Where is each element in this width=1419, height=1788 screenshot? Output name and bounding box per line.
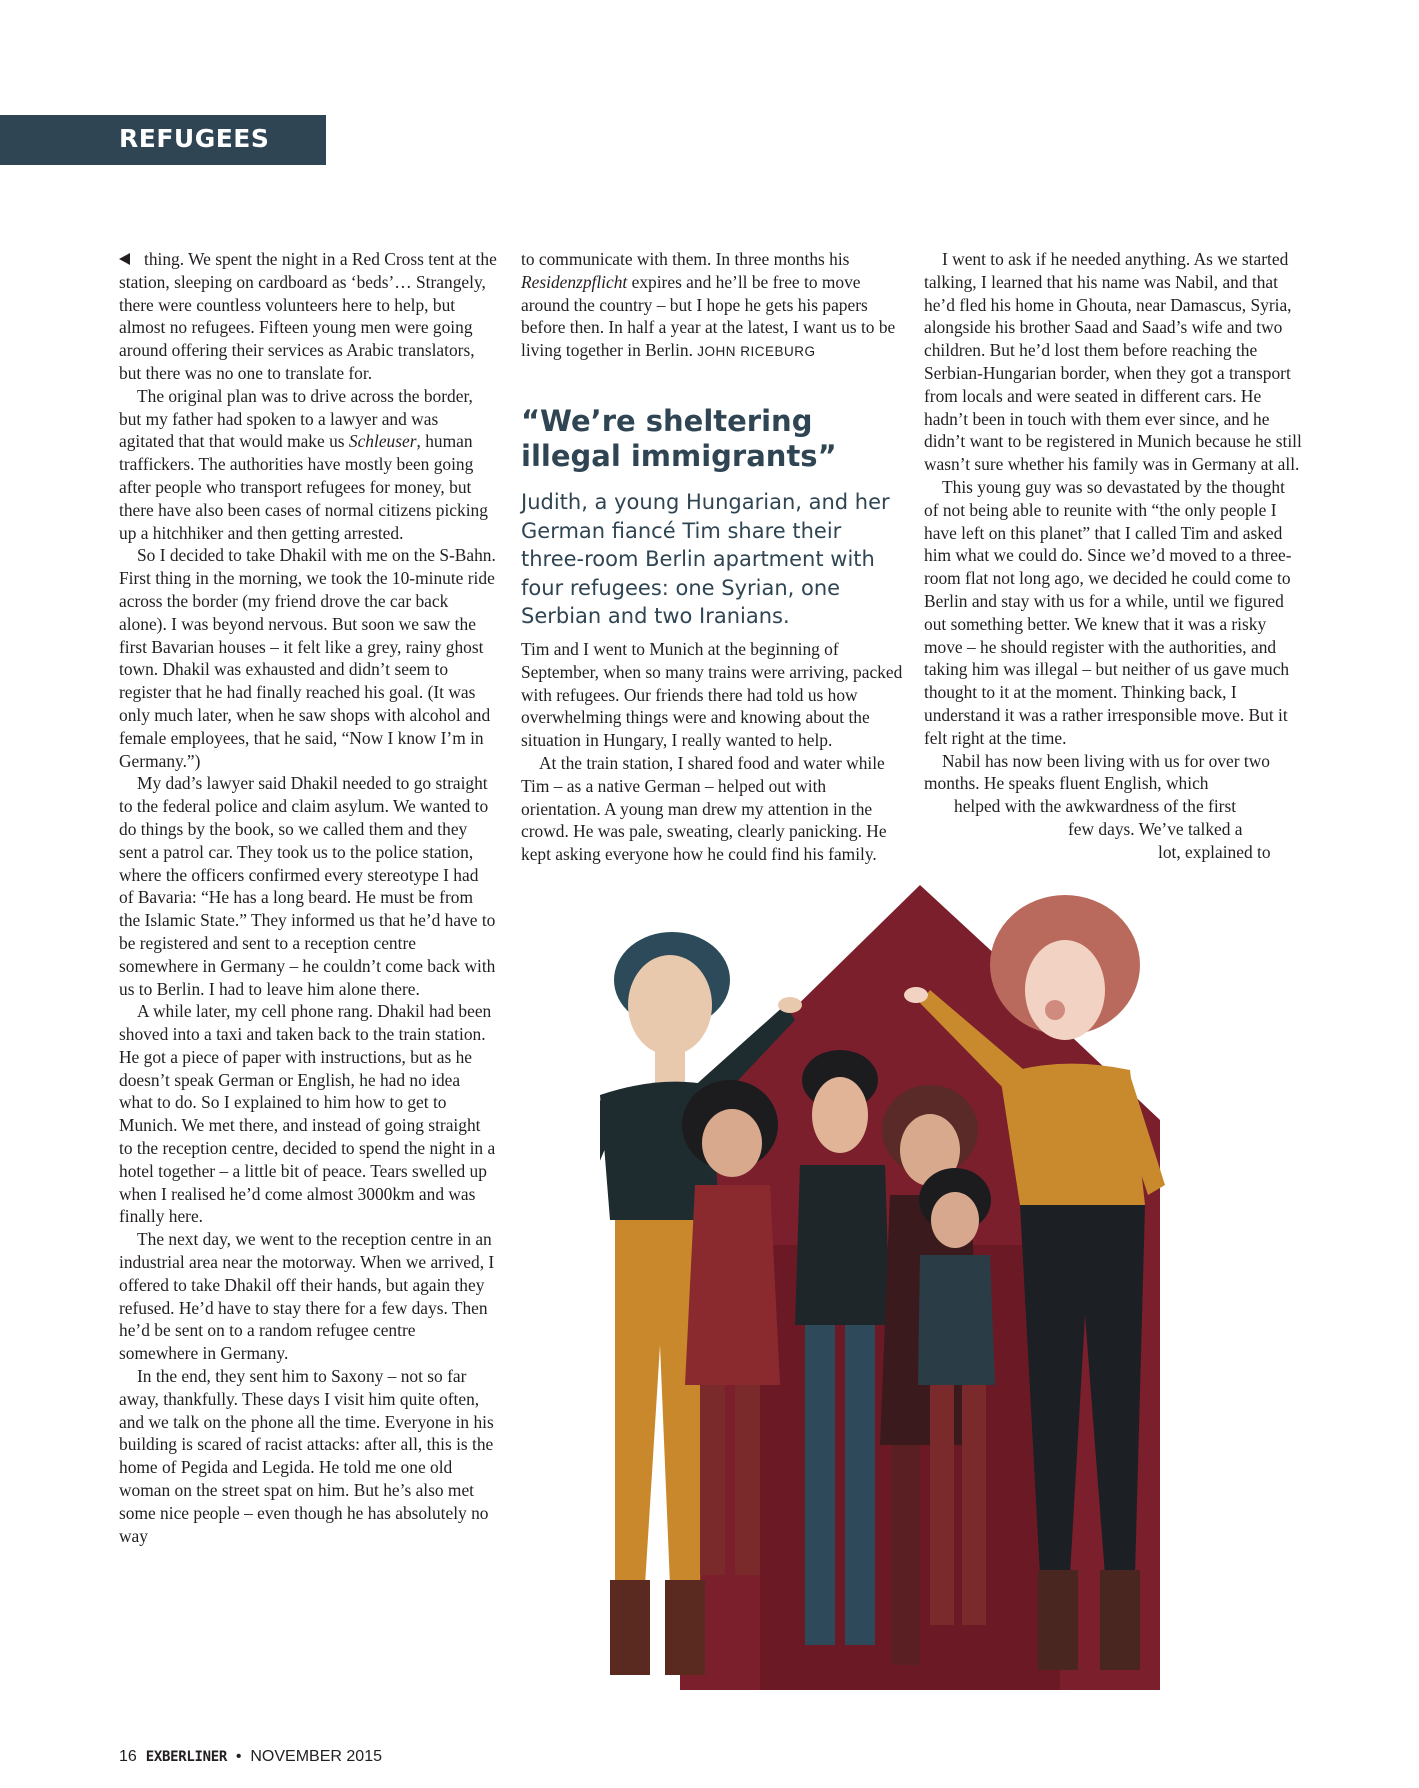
family-house-illustration [600,885,1240,1725]
page-number: 16 [119,1748,137,1765]
paragraph: The next day, we went to the reception centre in an industrial area near the motorway. When we arrived, I offered to take Dhakil off their hands, but again they refused. He’d have to stay there for a few days. Then he’d be sent on to a random refugee centre somewhere in Germany. [119,1229,495,1364]
footer-separator: • [235,1748,242,1765]
paragraph: Nabil has now been living with us for over two months. He speaks fluent English, which [924,750,1270,794]
standfirst: Judith, a young Hungarian, and her German fiancé Tim share their three-room Berlin apartment with four refugees: one Syrian, one Serbian and two Iranians. [521,490,890,628]
byline: JOHN RICEBURG [697,344,816,360]
issue-date: NOVEMBER 2015 [250,1748,382,1765]
paragraph: So I decided to take Dhakil with me on the S-Bahn. First thing in the morning, we took the 10-minute ride across the border (my friend drove the car back alone). I was beyond nervous. But soon we saw the first Bavarian houses – it felt like a grey, rainy ghost town. Dhakil was exhausted and didn’t seem to register that he had finally reached his goal. (It was only much later, when he saw shops with alcohol and female employees, that he said, “Now I know I’m in Germany.”) [119,545,496,771]
wrapped-line: few days. We’ve talked a [1068,818,1243,839]
section-banner [0,115,326,165]
paragraph: My dad’s lawyer said Dhakil needed to go straight to the federal police and claim asylum. We wanted to do things by the book, so we called them and they sent a patrol car. They took us to the police station, where the officers confirmed every stereotype I had of Bavaria: “He has a long beard. He must be from the Islamic State.” They informed us that he’d have to be registered and sent to a reception centre somewhere in Germany – he couldn’t come back with us to Berlin. I had to leave him alone there. [119,773,496,999]
paragraph: Tim and I went to Munich at the beginning of September, when so many trains were arriving, packed with refugees. Our friends there had told us how overwhelming things were and knowing about the situation in Hungary, I really wanted to help. [521,639,903,751]
wrapped-line: helped with the awkwardness of the first [954,796,1237,817]
page-footer [119,1748,382,1766]
continuation-arrow-icon [119,253,130,265]
column-1 [119,248,497,1547]
paragraph: to communicate with them. In three months his Residenzpflicht expires and he’ll be free to move around the country – but I hope he gets his papers before then. In half a year at the latest, I want us to be living together in Berlin. JOHN RICEBURG [521,249,896,361]
paragraph: A while later, my cell phone rang. Dhakil had been shoved into a taxi and taken back to the train station. He got a piece of paper with instructions, but as he doesn’t speak German or English, he had no idea what to do. So I explained to him how to get to Munich. We met there, and instead of going straight to the reception centre, decided to spend the night in a hotel together – a little bit of peace. Tears swelled up when I realised he’d come almost 3000km and was finally here. [119,1001,496,1227]
column-3 [924,248,1302,864]
paragraph: I went to ask if he needed anything. As we started talking, I learned that his name was Nabil, and that he’d fled his home in Ghouta, near Damascus, Syria, alongside his brother Saad and Saad’s wife and two children. But he’d lost them before reaching the Serbian-Hungarian border, when they got a transport from locals and were seated in different cars. He hadn’t been in touch with them ever since, and he didn’t want to be registered in Munich because he still wasn’t sure whether his family was in Germany at all. [924,249,1302,475]
paragraph: The original plan was to drive across the border, but my father had spoken to a lawyer and was agitated that that would make us Schleuser, human traffickers. The authorities have mostly been going after people who transport refugees for money, but there have also been cases of normal citizens picking up a hitchhiker and then getting arrested. [119,385,488,543]
paragraph: At the train station, I shared food and water while Tim – as a native German – helped out with orientation. A young man drew my attention in the crowd. He was pale, sweating, clearly panicking. He kept asking everyone how he could find his family. [521,752,887,865]
column-2 [521,248,901,364]
article-headline: “We’re sheltering illegal immigrants” [521,404,837,473]
column-2-body [521,638,906,866]
paragraph: In the end, they sent him to Saxony – not so far away, thankfully. These days I visit him quite often, and we talk on the phone all the time. Everyone in his building is scared of racist attacks: after all, this is the home of Pegida and Legida. He told me one old woman on the street spat on him. But he’s also met some nice people – even though he has absolutely no way [119,1366,494,1546]
paragraph: thing. We spent the night in a Red Cross tent at the station, sleeping on cardboard as ‘beds’… Strangely, there were countless volunteers here to help, but almost no refugees. Fifteen young men were going around offering their services as Arabic translators, but there was no one to translate for. [119,249,497,383]
magazine-brand: EXBERLINER [145,1749,227,1765]
wrapped-line: lot, explained to [1158,841,1271,862]
section-label: REFUGEES [119,124,270,153]
paragraph: This young guy was so devastated by the thought of not being able to reunite with “the only people I have left on this planet” that I called Tim and asked him what we could do. Since we’d moved to a three-room flat not long ago, we decided he could come to Berlin and stay with us for a while, until we figured out something better. We knew that it was a risky move – he should register with the authorities, and taking him was illegal – but neither of us gave much thought to it at the moment. Thinking back, I understand it was a rather irresponsible move. But it felt right at the time. [924,476,1292,748]
